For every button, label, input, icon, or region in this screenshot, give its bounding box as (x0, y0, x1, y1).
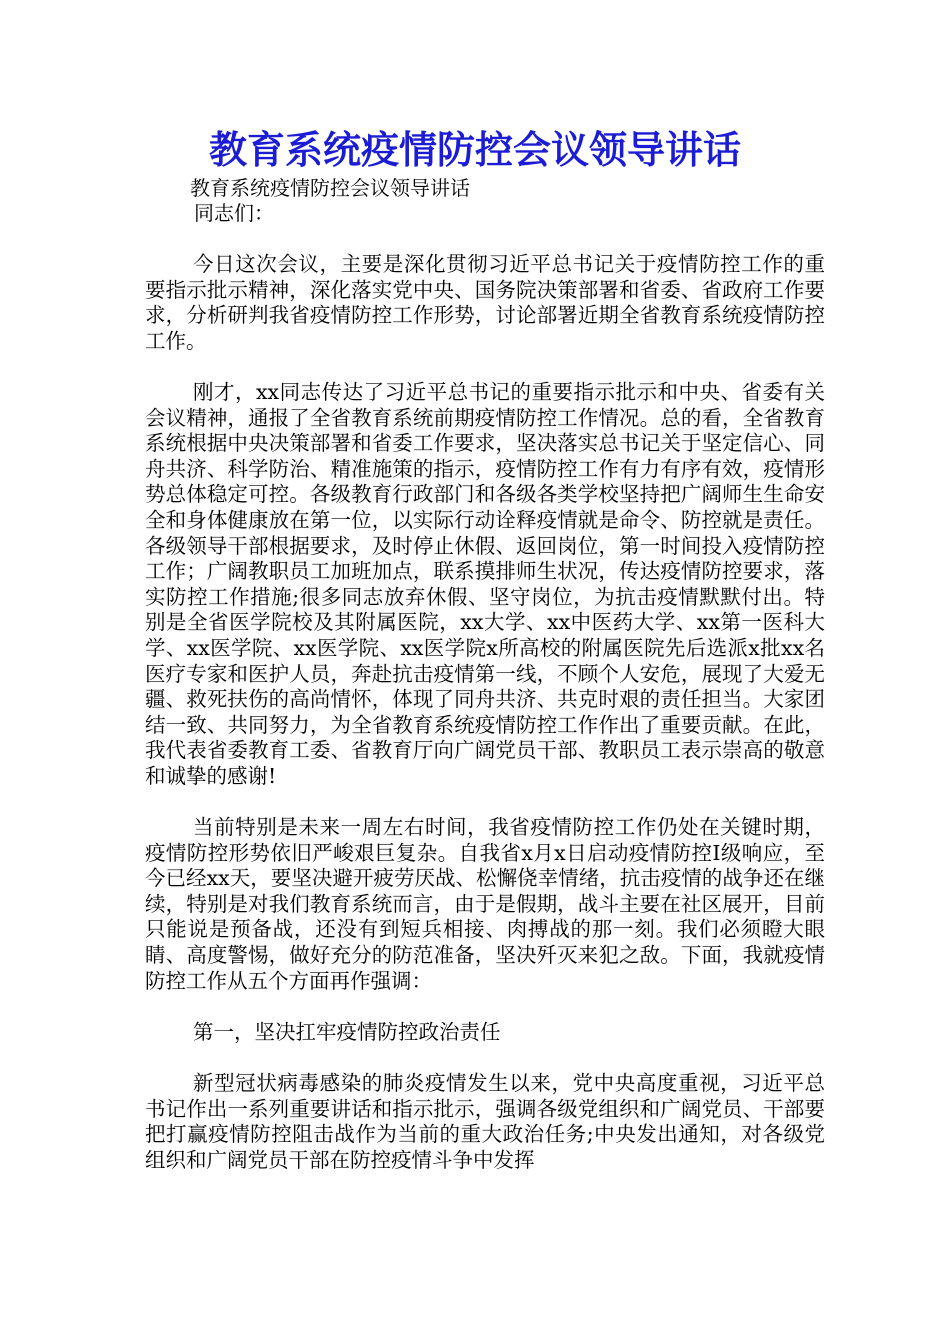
paragraph-situation: 当前特别是未来一周左右时间，我省疫情防控工作仍处在关键时期，疫情防控形势依旧严峻艰巨复杂。自我省x月x日启动疫情防控Ⅰ级响应，至今已经xx天，要坚决避开疲劳厌战、松懈侥幸情绪，抗击疫情的战争还在继续，特别是对我们教育系统而言，由于是假期，战斗主要在社区展开，目前只能说是预备战，还没有到短兵相接、肉搏战的那一刻。我们必须瞪大眼睛、高度警惕，做好充分的防范准备，坚决歼灭来犯之敌。下面，我就疫情防控工作从五个方面再作强调： (145, 815, 825, 993)
salutation: 同志们： (194, 201, 274, 225)
document-subtitle: 教育系统疫情防控会议领导讲话 (190, 176, 470, 200)
paragraph-intro: 今日这次会议，主要是深化贯彻习近平总书记关于疫情防控工作的重要指示批示精神，深化落实党中央、国务院决策部署和省委、省政府工作要求，分析研判我省疫情防控工作形势，讨论部署近期全省教育系统疫情防控工作。 (145, 252, 825, 353)
document-body (145, 252, 825, 1199)
paragraph-first-section: 新型冠状病毒感染的肺炎疫情发生以来，党中央高度重视，习近平总书记作出一系列重要讲话和指示批示，强调各级党组织和广阔党员、干部要把打赢疫情防控阻击战作为当前的重大政治任务;中央发出通知，对各级党组织和广阔党员干部在防控疫情斗争中发挥 (145, 1071, 825, 1172)
paragraph-review: 刚才，xx同志传达了习近平总书记的重要指示批示和中央、省委有关会议精神，通报了全省教育系统前期疫情防控工作情况。总的看，全省教育系统根据中央决策部署和省委工作要求，坚决落实总书记关于坚定信心、同舟共济、科学防治、精准施策的指示，疫情防控工作有力有序有效，疫情形势总体稳定可控。各级教育行政部门和各级各类学校坚持把广阔师生生命安全和身体健康放在第一位，以实际行动诠释疫情就是命令、防控就是责任。各级领导干部根据要求，及时停止休假、返回岗位，第一时间投入疫情防控工作；广阔教职员工加班加点，联系摸排师生状况，传达疫情防控要求，落实防控工作措施;很多同志放弃休假、坚守岗位，为抗击疫情默默付出。特别是全省医学院校及其附属医院，xx大学、xx中医药大学、xx第一医科大学、xx医学院、xx医学院、xx医学院x所高校的附属医院先后选派x批xx名医疗专家和医护人员，奔赴抗击疫情第一线，不顾个人安危，展现了大爱无疆、救死扶伤的高尚情怀，体现了同舟共济、共克时艰的责任担当。大家团结一致、共同努力，为全省教育系统疫情防控工作作出了重要贡献。在此，我代表省委教育工委、省教育厅向广阔党员干部、教职员工表示崇高的敬意和诚挚的感谢! (145, 379, 825, 788)
document-title: 教育系统疫情防控会议领导讲话 (208, 127, 741, 172)
section-heading-first: 第一，坚决扛牢疫情防控政治责任 (193, 1019, 501, 1044)
